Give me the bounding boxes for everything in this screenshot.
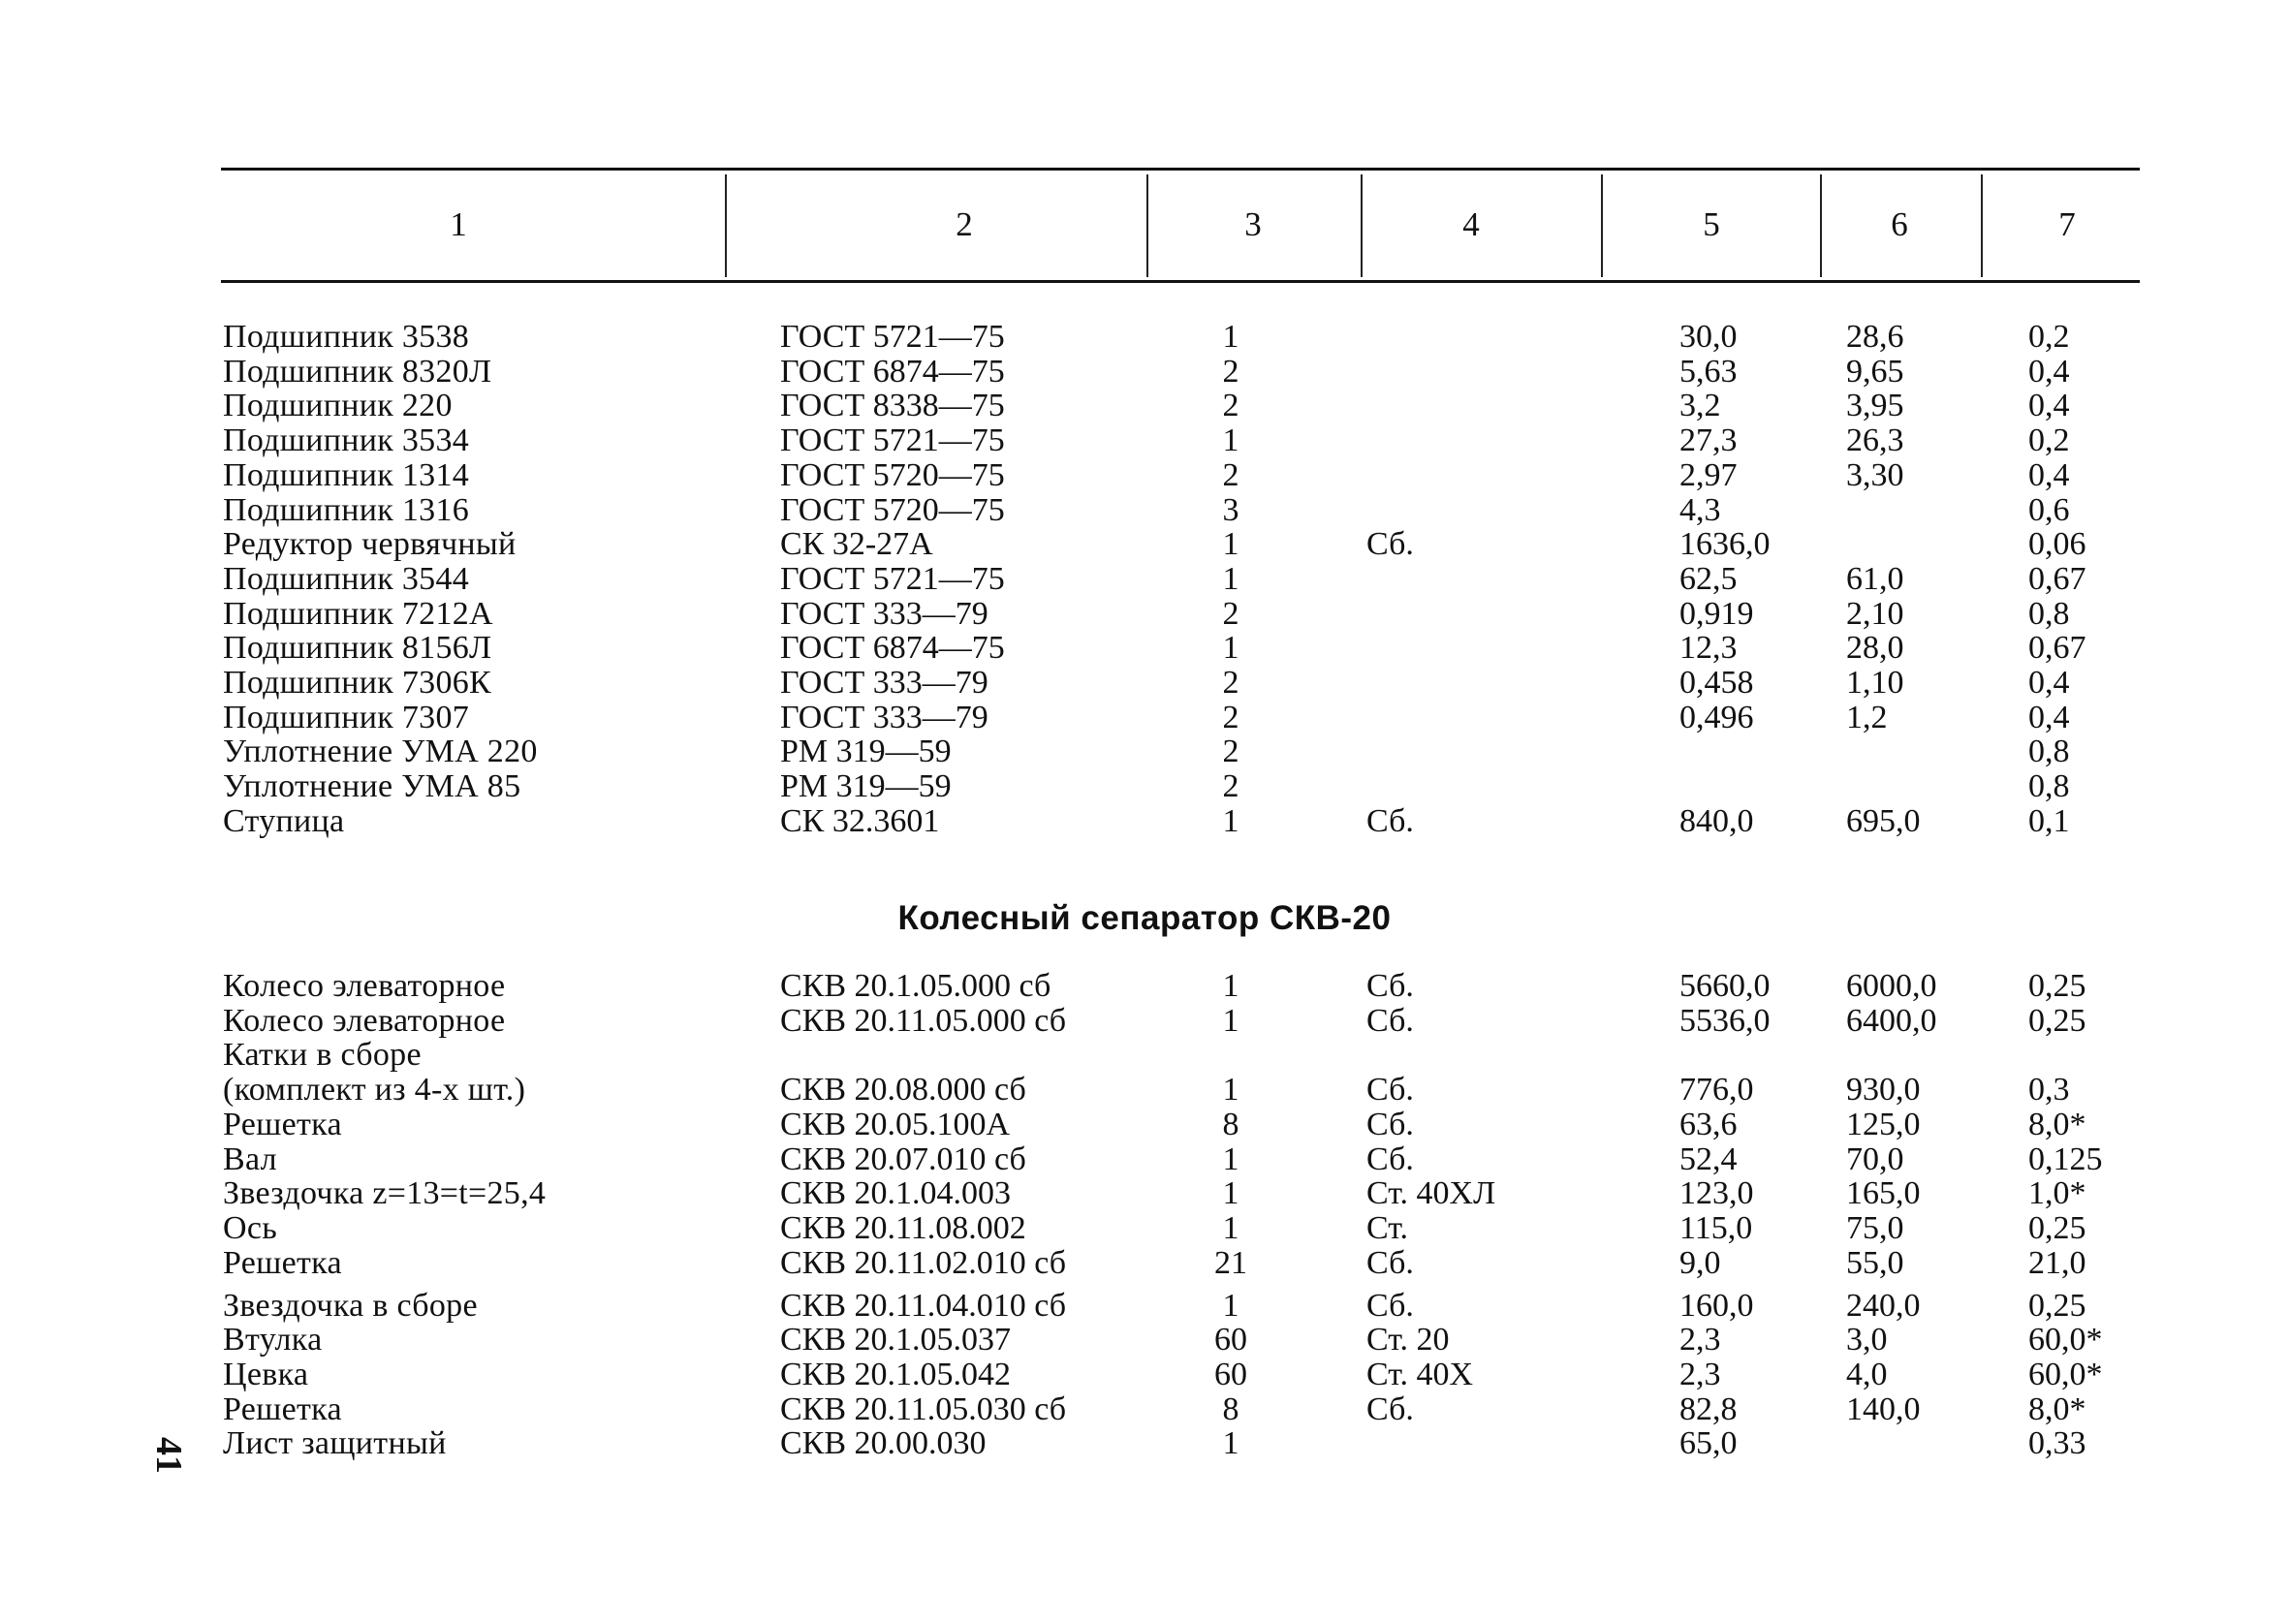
quantity-cell: 2 (1222, 665, 1239, 701)
part-name-cell: Редуктор червячный (223, 526, 517, 563)
document-cell: ГОСТ 5720—75 (780, 491, 1005, 528)
value-col6-cell: 6000,0 (1846, 968, 1937, 1004)
quantity-cell: 1 (1222, 1175, 1239, 1212)
document-cell: СКВ 20.05.100А (780, 1106, 1011, 1142)
value-col7-cell: 0,1 (2028, 802, 2070, 839)
value-col6-cell: 240,0 (1846, 1287, 1921, 1324)
value-col7-cell: 0,125 (2028, 1140, 2103, 1177)
part-name-cell: Вал (223, 1140, 277, 1177)
document-cell: ГОСТ 333—79 (780, 665, 988, 701)
part-name-cell: Ступица (223, 802, 345, 839)
value-col6-cell: 125,0 (1846, 1106, 1921, 1142)
column-divider (1981, 174, 1983, 277)
column-divider (1820, 174, 1822, 277)
document-cell: РМ 319—59 (780, 734, 952, 770)
table-row (0, 1392, 2289, 1427)
value-col7-cell: 8,0* (2028, 1106, 2086, 1142)
part-name-cell: Колесо элеваторное (223, 1002, 506, 1039)
table-row (0, 1176, 2289, 1211)
table-row (0, 1073, 2289, 1108)
value-col7-cell: 1,0* (2028, 1175, 2086, 1212)
quantity-cell: 2 (1222, 734, 1239, 770)
value-col6-cell: 61,0 (1846, 560, 1904, 597)
quantity-cell: 8 (1222, 1390, 1239, 1427)
table-row (0, 493, 2289, 528)
document-cell: СКВ 20.11.08.002 (780, 1209, 1026, 1246)
document-cell: СКВ 20.11.04.010 сб (780, 1287, 1067, 1324)
value-col7-cell: 21,0 (2028, 1244, 2086, 1281)
document-cell: СКВ 20.11.02.010 сб (780, 1244, 1067, 1281)
section-title: Колесный сепаратор СКВ-20 (897, 899, 1392, 937)
quantity-cell: 2 (1222, 595, 1239, 632)
table-top-rule (221, 168, 2140, 171)
part-name-cell: Втулка (223, 1322, 323, 1359)
document-cell: ГОСТ 6874—75 (780, 353, 1005, 390)
value-col6-cell: 4,0 (1846, 1357, 1888, 1392)
quantity-cell: 1 (1222, 1140, 1239, 1177)
table-row (0, 527, 2289, 562)
document-cell: ГОСТ 5721—75 (780, 319, 1005, 355)
quantity-cell: 1 (1222, 1002, 1239, 1039)
part-name-cell: Уплотнение УМА 220 (223, 734, 538, 770)
value-col5-cell: 63,6 (1679, 1106, 1738, 1142)
table-row (0, 423, 2289, 458)
type-cell: Сб. (1366, 1390, 1414, 1427)
value-col5-cell: 0,496 (1679, 699, 1754, 735)
value-col6-cell: 930,0 (1846, 1072, 1921, 1109)
type-cell: Сб. (1366, 1002, 1414, 1039)
value-col5-cell: 27,3 (1679, 422, 1738, 459)
document-cell: СКВ 20.1.04.003 (780, 1175, 1012, 1212)
column-divider (1601, 174, 1603, 277)
column-header-4: 4 (1462, 205, 1480, 243)
value-col7-cell: 0,25 (2028, 1002, 2086, 1039)
type-cell: Ст. (1366, 1209, 1409, 1246)
value-col7-cell: 0,2 (2028, 319, 2070, 355)
value-col7-cell: 0,3 (2028, 1072, 2070, 1109)
quantity-cell: 2 (1222, 353, 1239, 390)
part-name-cell: Лист защитный (223, 1425, 447, 1462)
table-row (0, 804, 2289, 839)
document-cell: СКВ 20.11.05.000 сб (780, 1002, 1067, 1039)
part-name-cell: Решетка (223, 1106, 342, 1142)
value-col6-cell: 9,65 (1846, 353, 1904, 390)
value-col6-cell: 165,0 (1846, 1175, 1921, 1212)
value-col6-cell: 28,0 (1846, 630, 1904, 667)
quantity-cell: 60 (1214, 1357, 1247, 1392)
quantity-cell: 2 (1222, 768, 1239, 805)
value-col5-cell: 0,919 (1679, 595, 1754, 632)
column-header-6: 6 (1891, 205, 1908, 243)
value-col7-cell: 0,8 (2028, 734, 2070, 770)
part-name-cell: Подшипник 220 (223, 388, 453, 424)
value-col7-cell: 0,67 (2028, 560, 2086, 597)
table-row (0, 320, 2289, 355)
table-row (0, 1038, 2289, 1073)
table-row (0, 389, 2289, 423)
quantity-cell: 21 (1214, 1244, 1247, 1281)
value-col5-cell: 62,5 (1679, 560, 1738, 597)
type-cell: Ст. 40ХЛ (1366, 1175, 1496, 1212)
value-col7-cell: 0,4 (2028, 699, 2070, 735)
document-cell: ГОСТ 6874—75 (780, 630, 1005, 667)
quantity-cell: 1 (1222, 526, 1239, 563)
quantity-cell: 1 (1222, 968, 1239, 1004)
page-number: 41 (148, 1437, 189, 1474)
value-col6-cell: 1,2 (1846, 699, 1888, 735)
quantity-cell: 1 (1222, 1287, 1239, 1324)
document-cell: СКВ 20.1.05.000 сб (780, 968, 1051, 1004)
document-cell: ГОСТ 8338—75 (780, 388, 1005, 424)
value-col5-cell: 123,0 (1679, 1175, 1754, 1212)
document-cell: СКВ 20.00.030 (780, 1425, 987, 1462)
part-name-cell: Подшипник 8320Л (223, 353, 492, 390)
value-col7-cell: 0,8 (2028, 768, 2070, 805)
table-row (0, 1426, 2289, 1461)
value-col7-cell: 0,4 (2028, 388, 2070, 424)
type-cell: Сб. (1366, 1072, 1414, 1109)
part-name-cell: Цевка (223, 1357, 309, 1392)
table-row (0, 1323, 2289, 1358)
part-name-cell: Решетка (223, 1390, 342, 1427)
value-col7-cell: 8,0* (2028, 1390, 2086, 1427)
document-cell: ГОСТ 333—79 (780, 699, 988, 735)
part-name-cell: Катки в сборе (223, 1037, 422, 1074)
document-cell: СК 32-27А (780, 526, 933, 563)
part-name-cell: Подшипник 7306К (223, 665, 492, 701)
type-cell: Сб. (1366, 1287, 1414, 1324)
value-col5-cell: 0,458 (1679, 665, 1754, 701)
part-name-cell: Подшипник 1314 (223, 456, 470, 493)
header-bottom-rule (221, 280, 2140, 283)
value-col7-cell: 0,06 (2028, 526, 2086, 563)
quantity-cell: 2 (1222, 388, 1239, 424)
type-cell: Сб. (1366, 1106, 1414, 1142)
quantity-cell: 1 (1222, 1209, 1239, 1246)
value-col5-cell: 2,3 (1679, 1357, 1721, 1392)
value-col5-cell: 52,4 (1679, 1140, 1738, 1177)
table-row (0, 1142, 2289, 1177)
part-name-cell: Звездочка z=13=t=25,4 (223, 1175, 547, 1212)
part-name-cell: Подшипник 8156Л (223, 630, 492, 667)
value-col7-cell: 0,67 (2028, 630, 2086, 667)
type-cell: Сб. (1366, 1140, 1414, 1177)
column-divider (725, 174, 727, 277)
value-col5-cell: 30,0 (1679, 319, 1738, 355)
value-col5-cell: 5,63 (1679, 353, 1738, 390)
table-row (0, 1108, 2289, 1142)
document-cell: ГОСТ 5721—75 (780, 422, 1005, 459)
value-col5-cell: 3,2 (1679, 388, 1721, 424)
value-col5-cell: 2,97 (1679, 456, 1738, 493)
value-col5-cell: 4,3 (1679, 491, 1721, 528)
column-divider (1361, 174, 1363, 277)
column-divider (1146, 174, 1148, 277)
table-row (0, 631, 2289, 666)
value-col5-cell: 9,0 (1679, 1244, 1721, 1281)
document-cell: ГОСТ 5721—75 (780, 560, 1005, 597)
document-cell: СК 32.3601 (780, 802, 940, 839)
quantity-cell: 1 (1222, 422, 1239, 459)
part-name-cell: Подшипник 3544 (223, 560, 470, 597)
value-col7-cell: 0,25 (2028, 1209, 2086, 1246)
document-cell: СКВ 20.07.010 сб (780, 1140, 1026, 1177)
value-col7-cell: 0,25 (2028, 968, 2086, 1004)
quantity-cell: 3 (1222, 491, 1239, 528)
part-name-cell: Колесо элеваторное (223, 968, 506, 1004)
value-col5-cell: 12,3 (1679, 630, 1738, 667)
table-row (0, 1004, 2289, 1039)
value-col5-cell: 5536,0 (1679, 1002, 1771, 1039)
table-row (0, 597, 2289, 632)
table-row (0, 562, 2289, 597)
value-col6-cell: 6400,0 (1846, 1002, 1937, 1039)
document-cell: СКВ 20.1.05.042 (780, 1357, 1012, 1392)
value-col7-cell: 0,2 (2028, 422, 2070, 459)
value-col6-cell: 3,30 (1846, 456, 1904, 493)
value-col5-cell: 65,0 (1679, 1425, 1738, 1462)
document-cell: СКВ 20.11.05.030 сб (780, 1390, 1067, 1427)
part-name-cell: Уплотнение УМА 85 (223, 768, 521, 805)
quantity-cell: 8 (1222, 1106, 1239, 1142)
quantity-cell: 1 (1222, 1072, 1239, 1109)
document-cell: РМ 319—59 (780, 768, 952, 805)
quantity-cell: 2 (1222, 699, 1239, 735)
value-col7-cell: 0,25 (2028, 1287, 2086, 1324)
value-col5-cell: 5660,0 (1679, 968, 1771, 1004)
value-col7-cell: 60,0* (2028, 1357, 2103, 1392)
table-row (0, 701, 2289, 735)
document-cell: СКВ 20.08.000 сб (780, 1072, 1026, 1109)
quantity-cell: 1 (1222, 1425, 1239, 1462)
value-col5-cell: 2,3 (1679, 1322, 1721, 1359)
value-col7-cell: 0,8 (2028, 595, 2070, 632)
table-row (0, 1289, 2289, 1324)
quantity-cell: 1 (1222, 630, 1239, 667)
column-header-2: 2 (956, 205, 973, 243)
type-cell: Сб. (1366, 1244, 1414, 1281)
quantity-cell: 60 (1214, 1322, 1247, 1359)
table-row (0, 355, 2289, 390)
value-col6-cell: 2,10 (1846, 595, 1904, 632)
part-name-cell: Подшипник 3534 (223, 422, 470, 459)
value-col5-cell: 1636,0 (1679, 526, 1771, 563)
quantity-cell: 1 (1222, 802, 1239, 839)
type-cell: Ст. 20 (1366, 1322, 1450, 1359)
value-col6-cell: 55,0 (1846, 1244, 1904, 1281)
value-col6-cell: 28,6 (1846, 319, 1904, 355)
column-header-5: 5 (1703, 205, 1720, 243)
part-name-cell: Решетка (223, 1244, 342, 1281)
value-col6-cell: 1,10 (1846, 665, 1904, 701)
value-col7-cell: 0,4 (2028, 456, 2070, 493)
quantity-cell: 1 (1222, 319, 1239, 355)
value-col6-cell: 70,0 (1846, 1140, 1904, 1177)
table-row (0, 969, 2289, 1004)
document-cell: СКВ 20.1.05.037 (780, 1322, 1012, 1359)
part-name-cell: Подшипник 7212А (223, 595, 493, 632)
document-cell: ГОСТ 5720—75 (780, 456, 1005, 493)
value-col5-cell: 840,0 (1679, 802, 1754, 839)
table-row (0, 769, 2289, 804)
value-col7-cell: 0,4 (2028, 353, 2070, 390)
quantity-cell: 1 (1222, 560, 1239, 597)
part-name-cell: Ось (223, 1209, 278, 1246)
table-row (0, 734, 2289, 769)
value-col6-cell: 695,0 (1846, 802, 1921, 839)
type-cell: Сб. (1366, 526, 1414, 563)
value-col6-cell: 75,0 (1846, 1209, 1904, 1246)
column-header-7: 7 (2058, 205, 2076, 243)
part-name-cell: Подшипник 7307 (223, 699, 470, 735)
value-col5-cell: 776,0 (1679, 1072, 1754, 1109)
value-col6-cell: 140,0 (1846, 1390, 1921, 1427)
value-col6-cell: 3,95 (1846, 388, 1904, 424)
value-col5-cell: 82,8 (1679, 1390, 1738, 1427)
type-cell: Сб. (1366, 802, 1414, 839)
table-row (0, 666, 2289, 701)
value-col5-cell: 115,0 (1679, 1209, 1753, 1246)
value-col7-cell: 0,33 (2028, 1425, 2086, 1462)
value-col7-cell: 0,6 (2028, 491, 2070, 528)
value-col6-cell: 26,3 (1846, 422, 1904, 459)
type-cell: Ст. 40Х (1366, 1357, 1474, 1392)
part-name-cell: (комплект из 4-х шт.) (223, 1072, 526, 1109)
table-row (0, 1358, 2289, 1392)
column-header-1: 1 (450, 205, 467, 243)
type-cell: Сб. (1366, 968, 1414, 1004)
value-col6-cell: 3,0 (1846, 1322, 1888, 1359)
table-row (0, 1246, 2289, 1281)
value-col5-cell: 160,0 (1679, 1287, 1754, 1324)
table-row (0, 458, 2289, 493)
part-name-cell: Подшипник 3538 (223, 319, 470, 355)
part-name-cell: Звездочка в сборе (223, 1287, 478, 1324)
table-row (0, 1211, 2289, 1246)
column-header-3: 3 (1244, 205, 1262, 243)
quantity-cell: 2 (1222, 456, 1239, 493)
value-col7-cell: 0,4 (2028, 665, 2070, 701)
document-cell: ГОСТ 333—79 (780, 595, 988, 632)
value-col7-cell: 60,0* (2028, 1322, 2103, 1359)
part-name-cell: Подшипник 1316 (223, 491, 470, 528)
